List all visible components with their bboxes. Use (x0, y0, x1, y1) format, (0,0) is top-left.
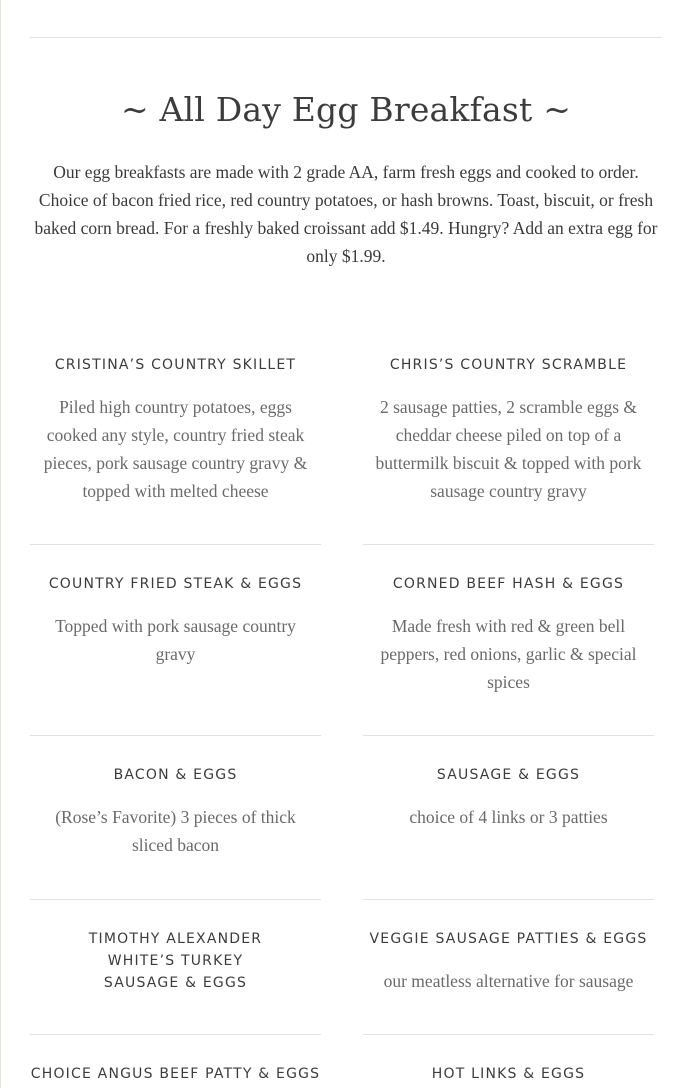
menu-item-description: our meatless alternative for sausage (383, 971, 634, 991)
menu-item-angus-beef-patty-eggs (30, 1063, 321, 1085)
top-divider (30, 37, 662, 38)
menu-item-name: HOT LINKS & EGGS (431, 1066, 586, 1082)
menu-item-chriss-country-scramble (363, 354, 654, 505)
menu-item-hot-links-eggs (363, 1063, 654, 1085)
item-divider (30, 735, 321, 736)
menu-item-name: CHOICE ANGUS BEEF PATTY & EGGS (30, 1066, 321, 1082)
menu-item-cristinas-country-skillet (30, 354, 321, 505)
item-divider (363, 899, 654, 900)
menu-item-bacon-eggs (30, 764, 321, 859)
menu-item-name: SAUSAGE & EGGS (436, 767, 581, 783)
menu-item-sausage-eggs (363, 764, 654, 831)
menu-item-veggie-sausage-eggs (363, 928, 654, 995)
item-divider (30, 1034, 321, 1035)
menu-item-name: CHRIS’S COUNTRY SCRAMBLE (389, 357, 628, 373)
menu-item-description: (Rose’s Favorite) 3 pieces of thick sliced bacon (55, 807, 296, 855)
menu-item-description: 2 sausage patties, 2 scramble eggs & cheddar cheese piled on top of a buttermilk biscuit & topped with pork sausage country gravy (375, 397, 642, 501)
menu-item-name: BACON & EGGS (113, 767, 238, 783)
menu-item-name: CORNED BEEF HASH & EGGS (392, 576, 625, 592)
menu-item-name: TIMOTHY ALEXANDER WHITE’S TURKEY SAUSAGE & EGGS (88, 931, 263, 991)
item-divider (363, 544, 654, 545)
menu-item-corned-beef-hash (363, 573, 654, 696)
item-divider (30, 544, 321, 545)
menu-item-description: Topped with pork sausage country gravy (55, 616, 296, 664)
menu-item-name: CRISTINA’S COUNTRY SKILLET (54, 357, 297, 373)
menu-item-name: COUNTRY FRIED STEAK & EGGS (48, 576, 303, 592)
item-divider (30, 899, 321, 900)
menu-item-turkey-sausage-eggs (30, 928, 321, 994)
menu-item-country-fried-steak (30, 573, 321, 668)
section-intro: Our egg breakfasts are made with 2 grade AA, farm fresh eggs and cooked to order. Choice of bacon fried rice, red country potatoes, or hash browns. Toast, biscuit, or fresh baked corn bread. For a freshly baked croissant add $1.49. Hungry? Add an extra egg for only $1.99. (34, 162, 658, 266)
menu-item-name: VEGGIE SAUSAGE PATTIES & EGGS (369, 931, 648, 947)
section-heading: ~ All Day Egg Breakfast ~ (120, 90, 572, 129)
item-divider (363, 735, 654, 736)
menu-item-description: Piled high country potatoes, eggs cooked any style, country fried steak pieces, pork sausage country gravy & topped with melted cheese (43, 397, 308, 501)
menu-item-description: Made fresh with red & green bell peppers, red onions, garlic & special spices (380, 616, 637, 692)
menu-item-description: choice of 4 links or 3 patties (409, 807, 608, 827)
item-divider (363, 1034, 654, 1035)
